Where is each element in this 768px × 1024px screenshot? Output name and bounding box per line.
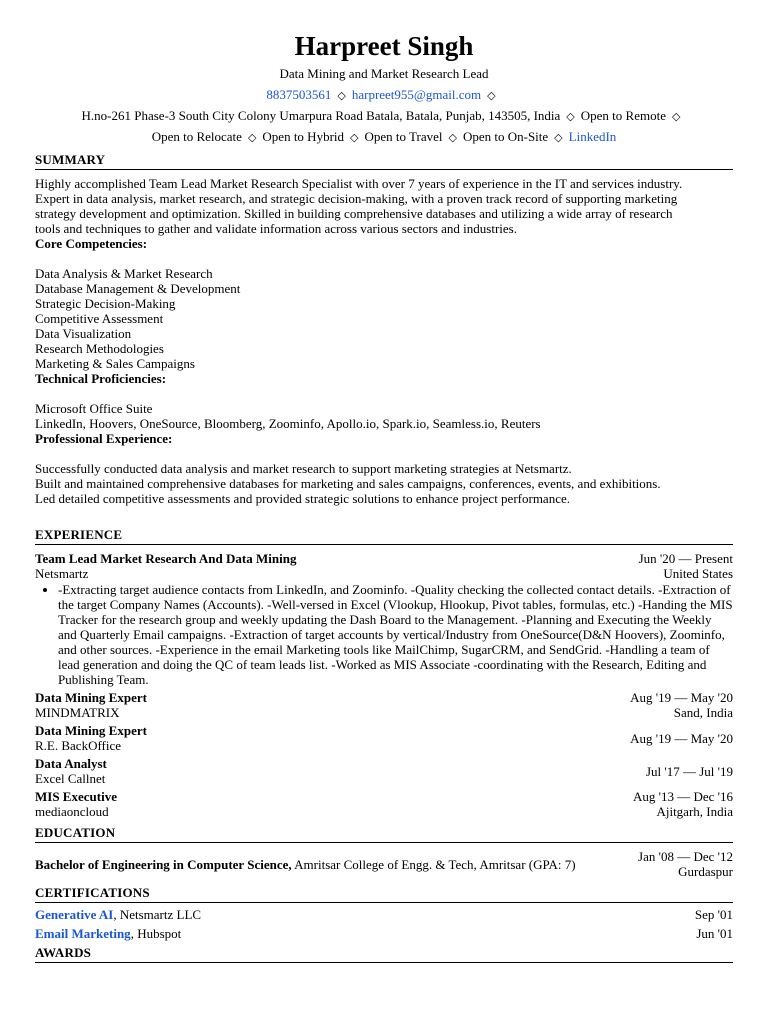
pref-travel: Open to Travel	[364, 129, 443, 144]
job-left	[35, 723, 147, 753]
core-competencies-heading: Core Competencies:	[35, 236, 148, 251]
diamond-separator-icon: ◇	[350, 132, 359, 144]
contact-line-2	[35, 106, 733, 127]
job-right	[630, 690, 733, 720]
job-left	[35, 551, 296, 581]
job-location: United States	[663, 566, 733, 581]
education-right	[638, 849, 733, 879]
spacer	[35, 251, 733, 266]
job-company: Excel Callnet	[35, 771, 106, 786]
resume-page	[35, 0, 733, 963]
job-header	[35, 690, 733, 720]
certification-issuer: , Netsmartz LLC	[113, 907, 202, 922]
summary-line: strategy development and optimization. Skilled in building comprehensive databases and utilizing a wide array of research	[35, 206, 673, 221]
experience-heading: EXPERIENCE	[35, 527, 733, 545]
prof-item: Built and maintained comprehensive databases for marketing and sales campaigns, conferences, events, and exhibitions.	[35, 476, 661, 491]
education-heading: EDUCATION	[35, 825, 733, 843]
competency-item: Data Visualization	[35, 326, 132, 341]
job-company: MINDMATRIX	[35, 705, 120, 720]
pref-onsite: Open to On-Site	[462, 129, 549, 144]
competency-item: Competitive Assessment	[35, 311, 164, 326]
summary-body	[35, 176, 733, 506]
job-entry	[35, 551, 733, 687]
certification-left	[35, 926, 181, 941]
job-company: mediaoncloud	[35, 804, 109, 819]
competency-item: Marketing & Sales Campaigns	[35, 356, 195, 371]
competency-item: Strategic Decision-Making	[35, 296, 176, 311]
job-bullets	[35, 582, 733, 687]
job-header	[35, 551, 733, 581]
spacer	[35, 446, 733, 461]
certification-date: Jun '01	[696, 926, 733, 941]
certification-link[interactable]: Email Marketing	[35, 926, 131, 941]
tech-item: LinkedIn, Hoovers, OneSource, Bloomberg, Zoominfo, Apollo.io, Spark.io, Seamless.io, Reuters	[35, 416, 541, 431]
job-right	[639, 551, 733, 581]
summary-line: tools and techniques to gather and validate information across various sectors and industries.	[35, 221, 517, 236]
diamond-separator-icon: ◇	[671, 111, 681, 123]
education-left	[35, 857, 576, 872]
candidate-title: Data Mining and Market Research Lead	[279, 66, 489, 81]
candidate-name: Harpreet Singh	[294, 31, 474, 61]
job-left	[35, 789, 117, 819]
pref-hybrid: Open to Hybrid	[262, 129, 345, 144]
technical-proficiencies-heading: Technical Proficiencies:	[35, 371, 167, 386]
spacer	[35, 386, 733, 401]
certification-entry	[35, 907, 733, 922]
awards-heading: AWARDS	[35, 945, 733, 963]
certification-issuer: , Hubspot	[130, 926, 182, 941]
email-link[interactable]: harpreet955@gmail.com	[351, 87, 482, 102]
job-title: Data Mining Expert	[35, 723, 147, 738]
certification-entry	[35, 926, 733, 941]
job-left	[35, 756, 107, 786]
job-dates: Aug '19 — May '20	[630, 730, 733, 746]
job-company: Netsmartz	[35, 566, 89, 581]
certification-date: Sep '01	[694, 907, 733, 922]
education-location: Gurdaspur	[678, 864, 733, 879]
diamond-separator-icon: ◇	[554, 132, 563, 144]
job-entry	[35, 690, 733, 720]
diamond-separator-icon: ◇	[247, 132, 257, 144]
job-dates: Aug '19 — May '20	[630, 690, 733, 705]
competency-item: Data Analysis & Market Research	[35, 266, 213, 281]
education-entry	[35, 849, 733, 879]
job-entry	[35, 756, 733, 786]
contact-block	[35, 85, 733, 148]
job-location: Ajitgarh, India	[656, 804, 733, 819]
education-school: Amritsar College of Engg. & Tech, Amritsar (GPA: 7)	[294, 856, 576, 872]
summary-heading: SUMMARY	[35, 152, 733, 170]
job-title: Data Mining Expert	[35, 690, 147, 705]
phone-link[interactable]: 8837503561	[266, 87, 332, 102]
job-dates: Aug '13 — Dec '16	[632, 789, 733, 804]
professional-experience-heading: Professional Experience:	[35, 431, 173, 446]
diamond-separator-icon: ◇	[487, 90, 496, 102]
diamond-separator-icon: ◇	[337, 90, 346, 102]
prof-item: Led detailed competitive assessments and provided strategic solutions to enhance project performance.	[35, 491, 570, 506]
certification-left	[35, 907, 201, 922]
job-left	[35, 690, 147, 720]
job-dates: Jun '20 — Present	[638, 551, 733, 566]
job-dates: Jul '17 — Jul '19	[645, 763, 733, 779]
summary-line: Highly accomplished Team Lead Market Research Specialist with over 7 years of experience in the IT and services industry.	[35, 176, 683, 191]
job-title: Team Lead Market Research And Data Mining	[35, 551, 297, 566]
diamond-separator-icon: ◇	[448, 132, 457, 144]
job-location: Sand, India	[673, 705, 733, 720]
contact-line-1	[35, 85, 733, 106]
linkedin-link[interactable]: LinkedIn	[568, 129, 617, 144]
diamond-separator-icon: ◇	[566, 111, 575, 123]
competency-item: Database Management & Development	[35, 281, 241, 296]
certifications-heading: CERTIFICATIONS	[35, 885, 733, 903]
job-company: R.E. BackOffice	[35, 738, 122, 753]
education-degree: Bachelor of Engineering in Computer Science,	[35, 856, 292, 872]
job-bullet: • -Extracting target audience contacts from LinkedIn, and Zoominfo. -Quality checking the collected contact details. -Extraction of the target Company Names (Accounts). -Well-versed in Excel (Vlookup, Hlookup, Pivot tables, formulas, etc.) -Handing the MIS Tracker for the research group and weekly updating the Dash Board to the Management. -Planning and Executing the Weekly and Quarterly Email campaigns. -Extraction of target accounts by vertical/Industry from OneSource(D&N Hoovers), Zoominfo, and other sources. -Experience in the email Marketing tools like MailChimp, SugarCRM, and SendGrid. -Handling a team of lead generation and doing the QC of team leads list. -Worked as MIS Associate -coordinating with the Research, Editing and Publishing Team.	[58, 582, 733, 687]
job-entry	[35, 723, 733, 753]
job-header	[35, 789, 733, 819]
prof-item: Successfully conducted data analysis and market research to support marketing strategies at Netsmartz.	[35, 461, 572, 476]
job-entry	[35, 789, 733, 819]
address-text: H.no-261 Phase-3 South City Colony Umarpura Road Batala, Batala, Punjab, 143505, India	[81, 108, 561, 123]
job-right	[633, 789, 733, 819]
job-title: Data Analyst	[35, 756, 107, 771]
competency-item: Research Methodologies	[35, 341, 164, 356]
education-dates: Jan '08 — Dec '12	[638, 849, 733, 864]
tech-item: Microsoft Office Suite	[35, 401, 153, 416]
pref-relocate: Open to Relocate	[151, 129, 242, 144]
job-title: MIS Executive	[35, 789, 117, 804]
pref-remote: Open to Remote	[580, 108, 666, 123]
summary-line: Expert in data analysis, market research, and strategic decision-making, with a proven track record of supporting marketing	[35, 191, 678, 206]
contact-line-3	[35, 127, 733, 148]
certification-link[interactable]: Generative AI	[35, 907, 114, 922]
